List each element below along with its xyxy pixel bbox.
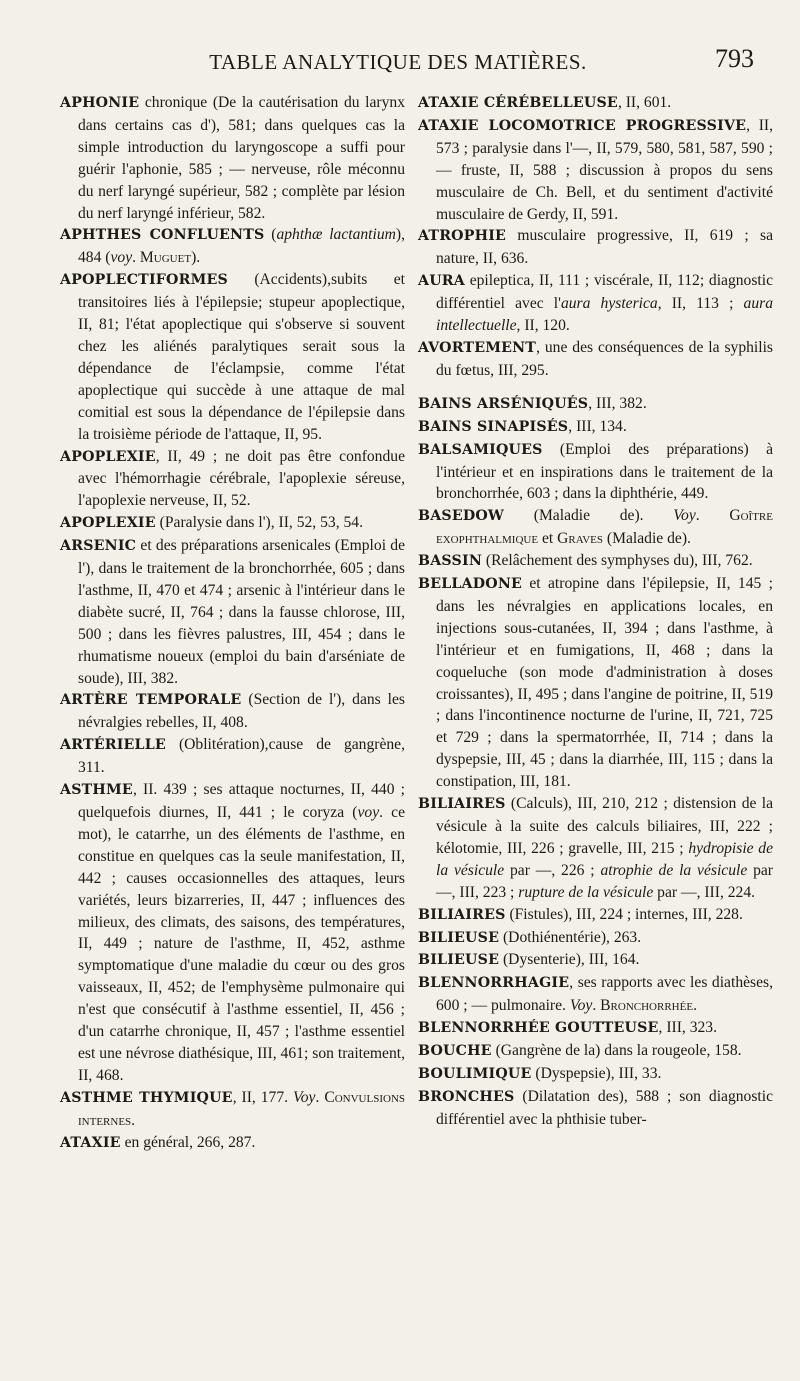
- index-entry: BILIAIRES (Calculs), III, 210, 212 ; distension de la vésicule à la suite des calculs biliaires, III, 222 ; kélotomie, III, 226 ; gravelle, III, 215 ; hydropisie de la vésicule par —, 226 ; atrophie de la vésicule par —, III, 223 ; rupture de la vésicule par —, III, 224.: [418, 795, 773, 901]
- index-entry: APOPLEXIE, II, 49 ; ne doit pas être confondue avec l'hémorrhagie cérébrale, l'apoplexie séreuse, l'apoplexie nerveuse, II, 52.: [60, 447, 405, 510]
- index-entry: APHONIE chronique (De la cautérisation du larynx dans certains cas d'), 581; dans quelques cas la simple introduction du laryngoscope a suffi pour guérir l'aphonie, 585 ; — nerveuse, rôle méconnu du nerf laryngé supérieur, 582 ; complète par lésion du nerf laryngé inférieur, 582.: [60, 94, 405, 222]
- index-column-right: [418, 92, 773, 1131]
- index-entry: ASTHME THYMIQUE, II, 177. Voy. Convulsions internes.: [60, 1088, 406, 1129]
- index-entry: BOULIMIQUE (Dyspepsie), III, 33.: [418, 1064, 662, 1082]
- index-entry: BILIAIRES (Fistules), III, 224 ; internes, III, 228.: [418, 905, 743, 923]
- index-entry: APOPLEXIE (Paralysie dans l'), II, 52, 53, 54.: [60, 514, 363, 532]
- index-entry: BLENNORRHÉE GOUTTEUSE, III, 323.: [418, 1019, 717, 1037]
- index-entry: ASTHME, II. 439 ; ses attaque nocturnes, II, 440 ; quelquefois diurnes, II, 441 ; le coryza (voy. ce mot), le catarrhe, un des éléments de l'asthme, en constitue en quelques cas la seule manifestation, II, 442 ; causes occasionnelles des attaques, leurs variétés, leurs bizarreries, II, 447 ; influences des milieux, des climats, des saisons, des températures, II, 449 ; nature de l'asthme, II, 452, asthme symptomatique d'une maladie du cœur ou des gros vaisseaux, II, 452; de l'emphysème pulmonaire qui n'est que consécutif à l'asthme essentiel, II, 456 ; d'un catarrhe chronique, II, 457 ; l'asthme essentiel est une névrose diathésique, III, 461; son traitement, II, 468.: [60, 781, 405, 1084]
- index-entry: ARTÉRIELLE (Oblitération),cause de gangrène, 311.: [60, 736, 405, 777]
- index-column-left: [60, 92, 405, 1155]
- index-entry: BILIEUSE (Dothiénentérie), 263.: [418, 928, 642, 946]
- index-entry: BALSAMIQUES (Emploi des préparations) à l'intérieur et en inspirations dans le traitement de la bronchorrhée, 603 ; dans la diphthérie, 449.: [418, 440, 773, 503]
- page-number: 793: [715, 44, 754, 73]
- index-entry: BRONCHES (Dilatation des), 588 ; son diagnostic différentiel avec la phthisie tuber-: [418, 1087, 773, 1128]
- index-entry: BOUCHE (Gangrène de la) dans la rougeole, 158.: [418, 1042, 742, 1060]
- index-entry: ATAXIE en général, 266, 287.: [60, 1133, 256, 1151]
- index-entry: BILIEUSE (Dysenterie), III, 164.: [418, 951, 640, 969]
- index-entry: BASSIN (Relâchement des symphyses du), III, 762.: [418, 552, 753, 570]
- index-entry: BAINS SINAPISÉS, III, 134.: [418, 417, 627, 435]
- index-entry: ARSENIC et des préparations arsenicales (Emploi de l'), dans le traitement de la bronchorrhée, 605 ; dans l'asthme, II, 470 et 474 ; arsenic à l'intérieur dans le diabète sucré, II, 764 ; dans la fausse chlorose, III, 500 ; dans les fièvres palustres, III, 454 ; dans le rhumatisme noueux (emploi du bain d'arséniate de soude), III, 382.: [60, 537, 405, 687]
- index-entry: APHTHES CONFLUENTS (aphthæ lactantium), 484 (voy. Muguet).: [60, 226, 405, 267]
- index-entry: ATAXIE CÉRÉBELLEUSE, II, 601.: [418, 94, 672, 111]
- index-entry: APOPLECTIFORMES (Accidents),subits et transitoires liés à l'épilepsie; stupeur apoplectique, II, 81; l'état apoplectique qui s'observe si souvent chez les aliénés paralytiques serait sous la dépendance de l'éclampsie, comme l'état apoplectique qui succède à une attaque de mal comitial est sous la dépendance de l'épilepsie dans la troisième période de l'attaque, II, 95.: [60, 271, 405, 443]
- index-entry: BAINS ARSÉNIQUÉS, III, 382.: [418, 394, 647, 412]
- index-entry: BASEDOW (Maladie de). Voy. Goître exophthalmique et Graves (Maladie de).: [418, 507, 773, 548]
- index-entry: ATAXIE LOCOMOTRICE PROGRESSIVE, II, 573 ; paralysie dans l'—, II, 579, 580, 581, 587, 590 ; — fruste, II, 588 ; discussion à propos du sens musculaire de Ch. Bell, et du sentiment d'activité musculaire de Gerdy, II, 591.: [418, 116, 773, 223]
- index-entry: AVORTEMENT, une des conséquences de la syphilis du fœtus, III, 295.: [418, 338, 773, 379]
- index-entry: ATROPHIE musculaire progressive, II, 619 ; sa nature, II, 636.: [418, 227, 773, 268]
- index-entry: ARTÈRE TEMPORALE (Section de l'), dans les névralgies rebelles, II, 408.: [60, 691, 405, 732]
- index-entry: BLENNORRHAGIE, ses rapports avec les diathèses, 600 ; — pulmonaire. Voy. Bronchorrhée.: [418, 974, 773, 1015]
- index-entry: AURA epileptica, II, 111 ; viscérale, II, 112; diagnostic différentiel avec l'aura hysterica, II, 113 ; aura intellectuelle, II, 120.: [418, 272, 774, 335]
- running-header: TABLE ANALYTIQUE DES MATIÈRES.: [209, 50, 587, 74]
- index-entry: BELLADONE et atropine dans l'épilepsie, II, 145 ; dans les névralgies en applications locales, en injections sous-cutanées, II, 394 ; dans l'asthme, à l'intérieur et en fumigations, II, 468 ; dans la coqueluche (son mode d'administration à doses croissantes), II, 495 ; dans l'angine de poitrine, II, 519 ; dans l'incontinence nocturne de l'urine, II, 721, 725 et 729 ; dans la spermatorrhée, II, 714 ; dans la dyspepsie, III, 45 ; dans la diarrhée, III, 115 ; dans la constipation, III, 181.: [418, 575, 773, 791]
